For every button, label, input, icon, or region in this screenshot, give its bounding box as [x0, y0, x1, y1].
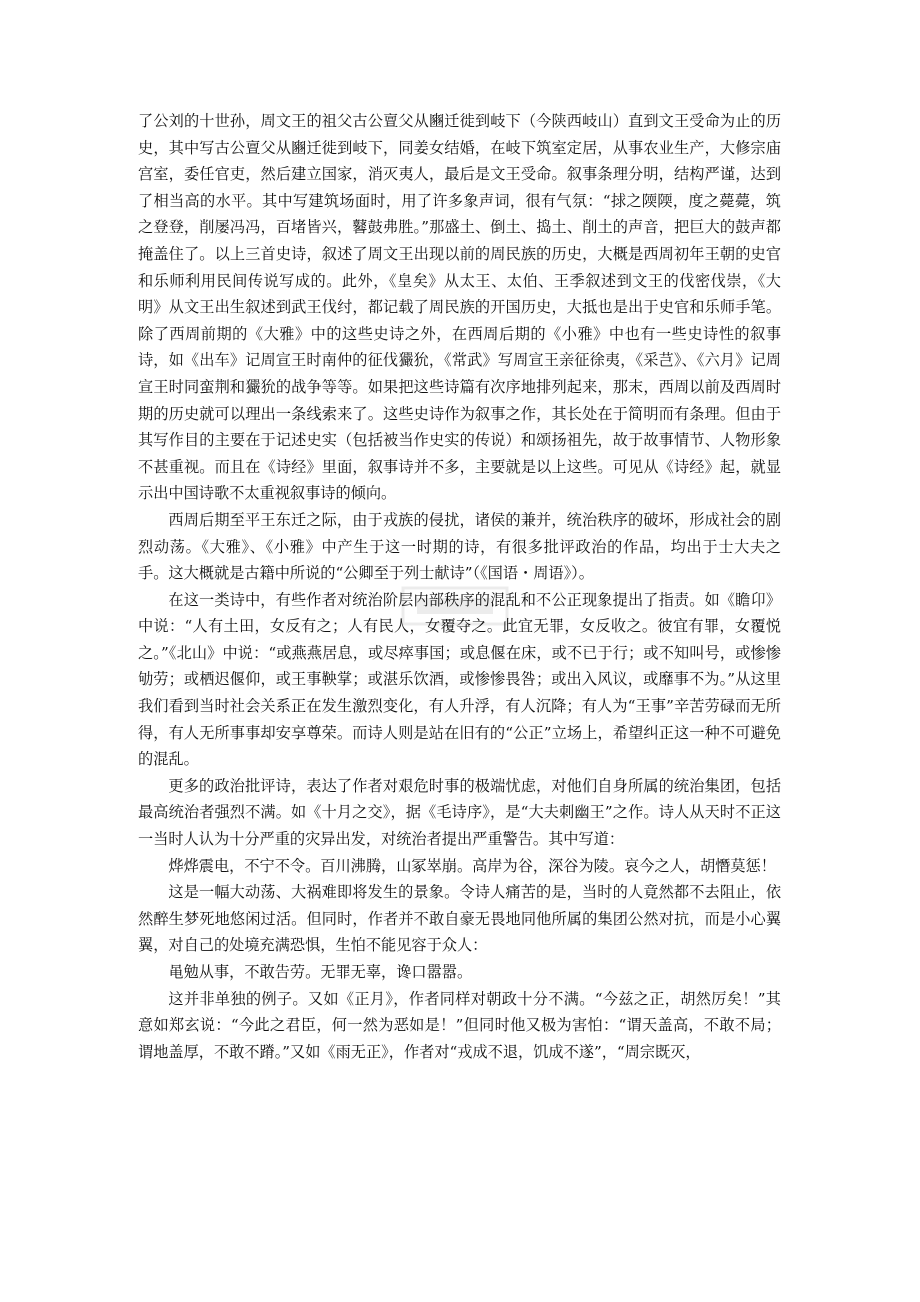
paragraph-1: 了公刘的十世孙，周文王的祖父古公亶父从豳迁徙到岐下（今陕西岐山）直到文王受命为止的历史，其中写古公亶父从豳迁徙到岐下，同姜女结婚，在岐下筑室定居，从事农业生产，大修宗庙宫室，委任官吏，然后建立国家，消灭夷人，最后是文王受命。叙事条理分明，结构严谨，达到了相当高的水平。其中写建筑场面时，用了许多象声词，很有气氛：“捄之陾陾，度之薨薨，筑之登登，削屡冯冯，百堵皆兴，鼛鼓弗胜。”那盛土、倒土、捣土、削土的声音，把巨大的鼓声都掩盖住了。以上三首史诗，叙述了周文王出现以前的周民族的历史，大概是西周初年王朝的史官和乐师利用民间传说写成的。此外，《皇矣》从太王、太伯、王季叙述到文王的伐密伐崇，《大明》从文王出生叙述到武王伐纣，都记载了周民族的开国历史，大抵也是出于史官和乐师手笔。除了西周前期的《大雅》中的这些史诗之外，在西周后期的《小雅》中也有一些史诗性的叙事诗，如《出车》记周宣王时南仲的征伐玁狁，《常武》写周宣王亲征徐夷，《采芑》、《六月》记周宣王时同蛮荆和玁狁的战争等等。如果把这些诗篇有次序地排列起来，那末，西周以前及西周时期的历史就可以理出一条线索来了。这些史诗作为叙事之作，其长处在于简明而有条理。但由于其写作目的主要在于记述史实（包括被当作史实的传说）和颂扬祖先，故于故事情节、人物形象不甚重视。而且在《诗经》里面，叙事诗并不多，主要就是以上这些。可见从《诗经》起，就显示出中国诗歌不太重视叙事诗的倾向。: [138, 112, 781, 503]
poem-quote-1: 烨烨震电，不宁不令。百川沸腾，山冢崒崩。高岸为谷，深谷为陵。哀今之人，胡憯莫惩！: [168, 856, 776, 875]
paragraph-3: 在这一类诗中，有些作者对统治阶层内部秩序的混乱和不公正现象提出了指责。如《瞻卬》中说：“人有土田，女反有之；人有民人，女覆夺之。此宜无罪，女反收之。彼宜有罪，女覆悦之。”《北山》中说：“或燕燕居息，或尽瘁事国；或息偃在床，或不已于行；或不知叫号，或惨惨劬劳；或栖迟偃仰，或王事鞅掌；或湛乐饮酒，或惨惨畏咎；或出入风议，或靡事不为。”从这里我们看到当时社会关系正在发生激烈变化，有人升浮，有人沉降；有人为“王事”辛苦劳碌而无所得，有人无所事事却安享尊荣。而诗人则是站在旧有的“公正”立场上，希望纠正这一种不可避免的混乱。: [138, 590, 781, 769]
document-body: [138, 108, 781, 1065]
paragraph-5: 这是一幅大动荡、大祸难即将发生的景象。令诗人痛苦的是，当时的人竟然都不去阻止，依然醉生梦死地悠闲过活。但同时，作者并不敢自豪无畏地同他所属的集团公然对抗，而是小心翼翼，对自己的处境充满恐惧，生怕不能见容于众人：: [138, 883, 781, 955]
paragraph-6: 这并非单独的例子。又如《正月》，作者同样对朝政十分不满。“今兹之正，胡然厉矣！”其意如郑玄说：“今此之君臣，何一然为恶如是！”但同时他又极为害怕：“谓天盖高，不敢不局；谓地盖厚，不敢不蹐。”又如《雨无正》，作者对“戎成不退，饥成不遂”，“周宗既灭，: [138, 989, 781, 1061]
poem-quote-2: 黾勉从事，不敢告劳。无罪无辜，谗口嚣嚣。: [168, 963, 473, 981]
paragraph-2: 西周后期至平王东迁之际，由于戎族的侵扰，诸侯的兼并，统治秩序的破坏，形成社会的剧烈动荡。《大雅》、《小雅》中产生于这一时期的诗，有很多批评政治的作品，均出于士大夫之手。这大概就是古籍中所说的“公卿至于列士献诗”（《国语・周语》）。: [138, 510, 781, 583]
paragraph-4: 更多的政治批评诗，表达了作者对艰危时事的极端忧虑，对他们自身所属的统治集团，包括最高统治者强烈不满。如《十月之交》，据《毛诗序》，是“大夫刺幽王”之作。诗人从天时不正这一当时人认为十分严重的灾异出发，对统治者提出严重警告。其中写道：: [138, 776, 781, 849]
